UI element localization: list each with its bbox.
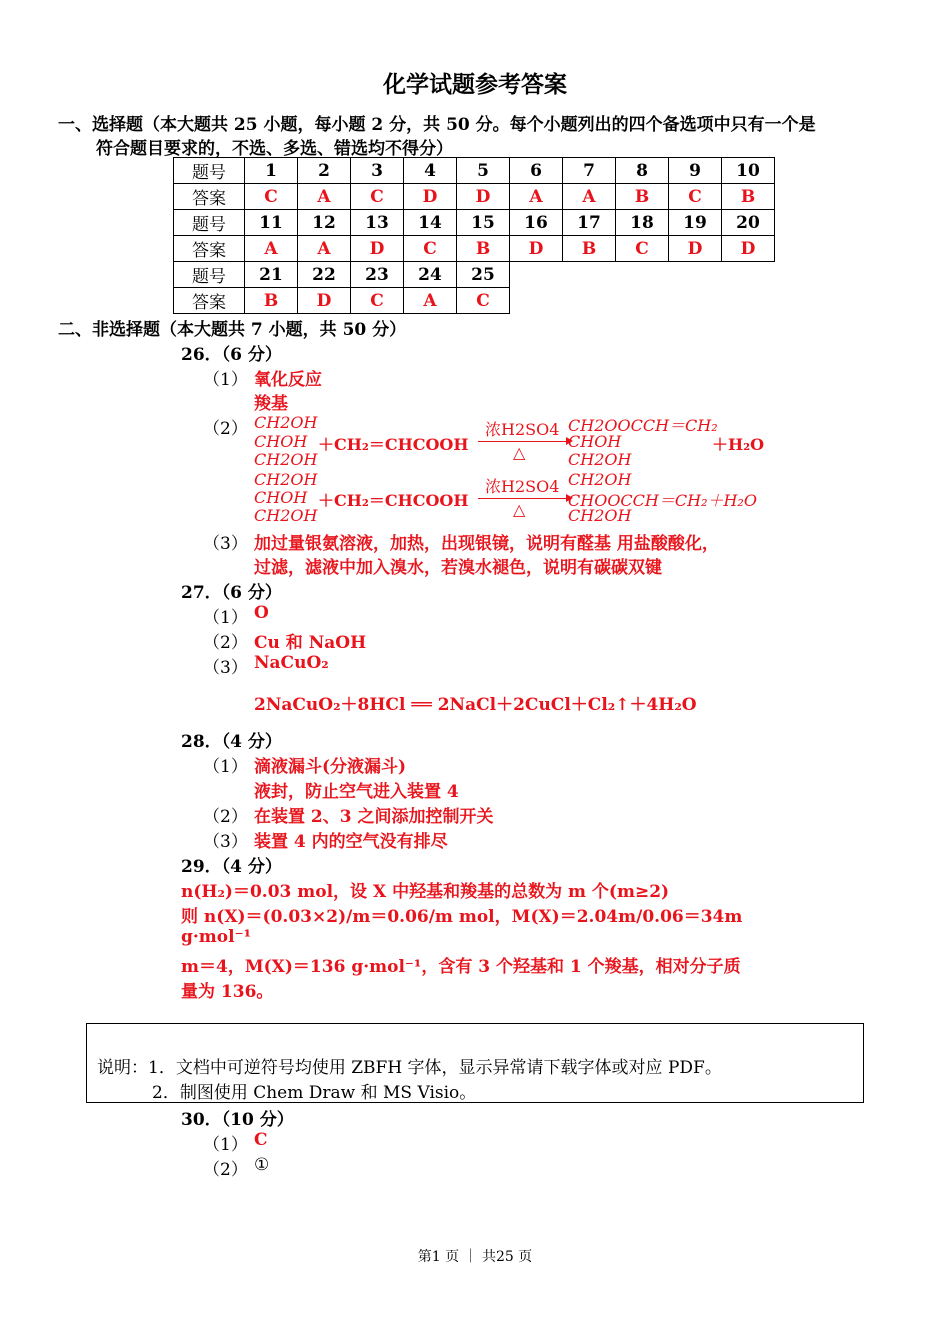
table-cell: A: [510, 184, 563, 210]
table-cell: C: [351, 184, 404, 210]
q30-part1-num: （1）: [203, 1135, 248, 1155]
table-cell: 2: [298, 158, 351, 184]
table-cell: D: [404, 184, 457, 210]
q28-answer3: 装置 4 内的空气没有排尽: [254, 832, 448, 852]
table-cell: 15: [457, 210, 510, 236]
q28-part3-num: （3）: [203, 832, 248, 852]
table-cell: 4: [404, 158, 457, 184]
eq1-right-bot: CH2OH: [568, 450, 632, 469]
table-cell: 17: [563, 210, 616, 236]
table-blank: [510, 288, 775, 314]
q26-part1-num: （1）: [203, 370, 248, 390]
table-cell: 18: [616, 210, 669, 236]
eq1-product-tail: ＋H₂O: [712, 435, 765, 454]
header-label: 题号: [174, 158, 245, 184]
table-row-numbers-3: [174, 262, 775, 288]
table-cell: D: [457, 184, 510, 210]
table-cell: D: [722, 236, 775, 262]
q26-part3-num: （3）: [203, 534, 248, 554]
eq2-condition-top: 浓H2SO4: [485, 477, 560, 496]
q26-answer1-line1: 氧化反应: [254, 370, 322, 390]
q29-label: 29．（4 分）: [181, 857, 282, 877]
table-blank: [510, 262, 775, 288]
eq1-condition-bot: △: [513, 443, 526, 462]
note-line2: 2．制图使用 Chem Draw 和 MS Visio。: [152, 1083, 477, 1103]
q28-answer2: 在装置 2、3 之间添加控制开关: [254, 807, 494, 827]
eq2-arrow: [478, 498, 568, 499]
table-cell: C: [457, 288, 510, 314]
eq1-reagent: ＋CH₂＝CHCOOH: [318, 435, 469, 454]
section2-heading: 二、非选择题（本大题共 7 小题，共 50 分）: [58, 320, 407, 340]
q27-label: 27．（6 分）: [181, 583, 282, 603]
eq1-arrow: [478, 441, 568, 442]
table-row-numbers-2: [174, 210, 775, 236]
answer-label: 答案: [174, 184, 245, 210]
table-cell: 5: [457, 158, 510, 184]
q28-part2-num: （2）: [203, 807, 248, 827]
eq2-right-top: CH2OH: [568, 470, 632, 489]
q26-answer1-line2: 羧基: [254, 394, 288, 414]
table-cell: 23: [351, 262, 404, 288]
eq2-right-bot: CH2OH: [568, 506, 632, 525]
table-row-answers-3: [174, 288, 775, 314]
section1-heading-line2: 符合题目要求的，不选、多选、错选均不得分）: [96, 139, 453, 159]
eq1-condition-top: 浓H2SO4: [485, 420, 560, 439]
table-cell: C: [404, 236, 457, 262]
q27-part1-num: （1）: [203, 608, 248, 628]
table-cell: 16: [510, 210, 563, 236]
table-cell: A: [563, 184, 616, 210]
table-cell: 25: [457, 262, 510, 288]
eq2-reagent: ＋CH₂＝CHCOOH: [318, 491, 469, 510]
table-cell: C: [669, 184, 722, 210]
table-cell: 22: [298, 262, 351, 288]
table-cell: 8: [616, 158, 669, 184]
eq2-condition-bot: △: [513, 500, 526, 519]
table-cell: 10: [722, 158, 775, 184]
table-cell: 9: [669, 158, 722, 184]
table-cell: D: [510, 236, 563, 262]
table-cell: 19: [669, 210, 722, 236]
q27-equation: 2NaCuO₂＋8HCl ══ 2NaCl＋2CuCl＋Cl₂↑＋4H₂O: [254, 695, 697, 715]
eq1-right-mid: CHOH: [568, 432, 622, 451]
table-cell: 6: [510, 158, 563, 184]
table-cell: 3: [351, 158, 404, 184]
q28-label: 28．（4 分）: [181, 732, 282, 752]
q30-label: 30．（10 分）: [181, 1110, 294, 1130]
eq2-left-bot: CH2OH: [254, 506, 318, 525]
table-cell: C: [245, 184, 298, 210]
table-cell: B: [616, 184, 669, 210]
table-cell: D: [298, 288, 351, 314]
table-cell: C: [616, 236, 669, 262]
q29-line3: g·mol⁻¹: [181, 927, 252, 947]
section1-heading-line1: 一、选择题（本大题共 25 小题，每小题 2 分，共 50 分。每个小题列出的四个备选项中只有一个是: [58, 115, 816, 135]
table-cell: 14: [404, 210, 457, 236]
answer-label: 答案: [174, 288, 245, 314]
table-cell: B: [563, 236, 616, 262]
eq2-left-mid: CHOH: [254, 488, 308, 507]
eq1-right-top: CH2OOCCH＝CH₂: [568, 416, 718, 435]
table-cell: B: [722, 184, 775, 210]
table-cell: B: [245, 288, 298, 314]
eq2-right-mid: CHOOCCH＝CH₂＋H₂O: [568, 491, 757, 510]
q30-answer1: C: [254, 1130, 268, 1150]
q27-answer3: NaCuO₂: [254, 653, 329, 673]
table-row-answers-1: [174, 184, 775, 210]
table-cell: D: [351, 236, 404, 262]
q29-line4: m＝4，M(X)＝136 g·mol⁻¹，含有 3 个羟基和 1 个羧基，相对分子质: [181, 957, 741, 977]
table-cell: 24: [404, 262, 457, 288]
table-row-answers-2: [174, 236, 775, 262]
table-cell: 21: [245, 262, 298, 288]
q30-part2-num: （2）: [203, 1160, 248, 1180]
q28-part1-num: （1）: [203, 757, 248, 777]
table-cell: 12: [298, 210, 351, 236]
page-title: 化学试题参考答案: [383, 71, 567, 98]
table-cell: A: [404, 288, 457, 314]
q27-part2-num: （2）: [203, 633, 248, 653]
table-cell: A: [298, 184, 351, 210]
q27-part3-num: （3）: [203, 658, 248, 678]
table-cell: 1: [245, 158, 298, 184]
header-label: 题号: [174, 210, 245, 236]
table-cell: 13: [351, 210, 404, 236]
q28-answer1-line1: 滴液漏斗(分液漏斗): [254, 757, 407, 777]
q26-label: 26．（6 分）: [181, 345, 282, 365]
table-cell: A: [245, 236, 298, 262]
q29-line5: 量为 136。: [181, 982, 274, 1002]
q27-answer2: Cu 和 NaOH: [254, 633, 367, 653]
header-label: 题号: [174, 262, 245, 288]
q26-answer3-line1: 加过量银氨溶液，加热，出现银镜，说明有醛基 用盐酸酸化，: [254, 534, 719, 554]
table-cell: 7: [563, 158, 616, 184]
q26-part2-num: （2）: [203, 419, 248, 439]
table-cell: 20: [722, 210, 775, 236]
q26-answer3-line2: 过滤，滤液中加入溴水，若溴水褪色，说明有碳碳双键: [254, 558, 662, 578]
page-footer: 第1 页 ｜ 共25 页: [417, 1249, 533, 1265]
table-cell: D: [669, 236, 722, 262]
q30-answer2: ①: [254, 1155, 270, 1175]
eq1-left-top: CH2OH: [254, 413, 318, 432]
table-row-numbers-1: [174, 158, 775, 184]
eq1-left-bot: CH2OH: [254, 450, 318, 469]
answer-label: 答案: [174, 236, 245, 262]
q27-answer1: O: [254, 603, 269, 623]
table-cell: A: [298, 236, 351, 262]
q28-answer1-line2: 液封，防止空气进入装置 4: [254, 782, 459, 802]
q29-line1: n(H₂)＝0.03 mol，设 X 中羟基和羧基的总数为 m 个(m≥2): [181, 882, 670, 902]
note-line1: 说明：1．文档中可逆符号均使用 ZBFH 字体，显示异常请下载字体或对应 PDF。: [97, 1058, 722, 1078]
table-cell: C: [351, 288, 404, 314]
eq1-left-mid: CHOH: [254, 432, 308, 451]
table-cell: B: [457, 236, 510, 262]
answer-table: [173, 157, 775, 314]
table-cell: 11: [245, 210, 298, 236]
q29-line2: 则 n(X)＝(0.03×2)/m＝0.06/m mol，M(X)＝2.04m/0.06＝34m: [181, 907, 743, 927]
eq2-left-top: CH2OH: [254, 470, 318, 489]
